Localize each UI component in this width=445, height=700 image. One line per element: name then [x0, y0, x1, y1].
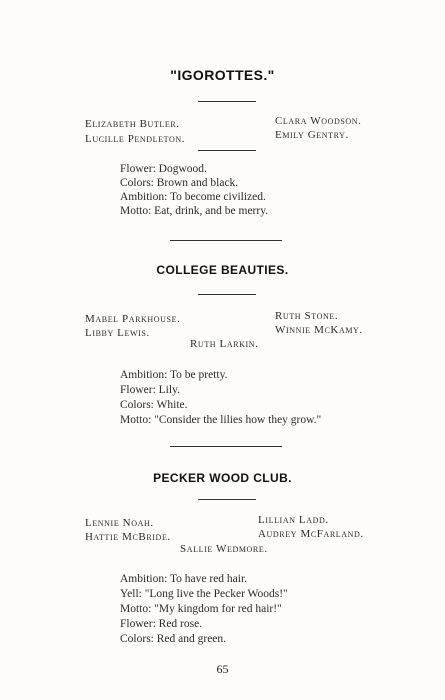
member-name: Clara Woodson.	[275, 115, 362, 127]
info-line: Yell: "Long live the Pecker Woods!"	[120, 588, 288, 600]
member-name: Lucille Pendleton.	[85, 133, 186, 145]
divider	[198, 150, 256, 151]
title-underline	[198, 499, 256, 500]
page-number: 65	[216, 662, 229, 676]
info-line: Flower: Lily.	[120, 384, 180, 396]
info-line: Motto: "Consider the lilies how they grow."	[120, 414, 322, 426]
member-name: Winnie McKamy.	[275, 324, 363, 336]
title-underline	[198, 101, 256, 102]
info-line: Colors: Brown and black.	[120, 177, 239, 189]
info-line: Motto: Eat, drink, and be merry.	[120, 205, 269, 217]
member-name: Emily Gentry.	[275, 129, 349, 141]
section-title-igorottes: "IGOROTTES."	[170, 67, 275, 83]
title-underline	[198, 294, 256, 295]
info-line: Ambition: To become civilized.	[120, 191, 266, 203]
info-line: Flower: Red rose.	[120, 618, 203, 630]
section-title-college-beauties: COLLEGE BEAUTIES.	[156, 263, 289, 277]
member-name: Lillian Ladd.	[258, 514, 329, 526]
info-line: Ambition: To be pretty.	[120, 369, 228, 381]
info-line: Motto: "My kingdom for red hair!"	[120, 603, 282, 615]
member-name: Lennie Noah.	[85, 517, 154, 529]
member-name: Libby Lewis.	[85, 327, 150, 339]
member-name: Mabel Parkhouse.	[85, 313, 181, 325]
member-name: Hattie McBride.	[85, 531, 171, 543]
member-name: Elizabeth Butler.	[85, 118, 180, 130]
member-name: Ruth Larkin.	[190, 338, 259, 350]
member-name: Sallie Wedmore.	[180, 543, 268, 555]
section-title-pecker-wood-club: PECKER WOOD CLUB.	[153, 471, 292, 485]
member-name: Audrey McFarland.	[258, 528, 364, 540]
info-line: Ambition: To have red hair.	[120, 573, 248, 585]
section-divider	[170, 446, 282, 447]
info-line: Colors: Red and green.	[120, 633, 227, 645]
info-line: Flower: Dogwood.	[120, 163, 207, 175]
info-line: Colors: White.	[120, 399, 188, 411]
section-divider	[170, 240, 282, 241]
member-name: Ruth Stone.	[275, 310, 339, 322]
